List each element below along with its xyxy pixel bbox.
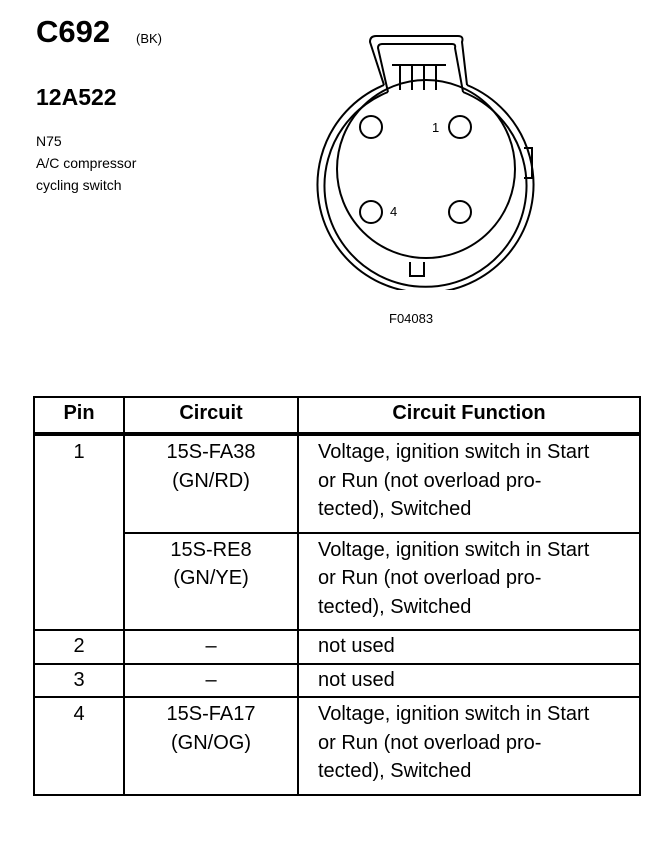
component-description xyxy=(36,130,136,196)
color-code: (BK) xyxy=(136,31,162,46)
pin-cell: 1 xyxy=(34,434,124,630)
table-row xyxy=(34,664,640,698)
pin-cavity xyxy=(449,201,471,223)
circuit-id: 15S-FA38 xyxy=(166,441,256,463)
pin-cell: 2 xyxy=(34,630,124,664)
column-header-pin: Pin xyxy=(34,397,124,434)
circuit-id: 15S-RE8 xyxy=(170,538,252,561)
table-header-row xyxy=(34,397,640,434)
wire-color: (GN/YE) xyxy=(173,567,249,589)
description-line: cycling switch xyxy=(36,177,122,193)
wire-color: (GN/RD) xyxy=(172,469,250,492)
function-cell xyxy=(298,697,640,795)
table-row xyxy=(34,434,640,533)
table-row xyxy=(34,533,640,631)
column-header-circuit: Circuit xyxy=(124,397,298,434)
circuit-id: 15S-FA17 xyxy=(166,703,256,725)
function-cell: not used xyxy=(298,630,640,664)
function-line: tected), Switched xyxy=(318,760,472,782)
connector-housing-outer xyxy=(318,85,534,290)
function-line: Voltage, ignition switch in Start xyxy=(318,703,590,725)
column-header-function: Circuit Function xyxy=(298,397,640,434)
pin-cavity xyxy=(360,116,382,138)
function-line: Voltage, ignition switch in Start xyxy=(318,441,590,463)
function-cell: not used xyxy=(298,664,640,698)
function-line: tected), Switched xyxy=(318,498,472,520)
circuit-cell xyxy=(124,533,298,631)
circuit-cell: – xyxy=(124,630,298,664)
wire-color: (GN/OG) xyxy=(171,731,251,754)
circuit-cell xyxy=(124,697,298,795)
function-cell xyxy=(298,434,640,533)
function-cell xyxy=(298,533,640,631)
table-row xyxy=(34,630,640,664)
circuit-cell xyxy=(124,434,298,533)
pin-cell: 4 xyxy=(34,697,124,795)
description-line: N75 xyxy=(36,133,62,149)
circuit-cell: – xyxy=(124,664,298,698)
connector-face xyxy=(337,80,515,258)
connector-face-diagram xyxy=(300,30,560,290)
pin-cavity xyxy=(360,201,382,223)
connector-key-bottom xyxy=(410,262,424,276)
table-row xyxy=(34,697,640,795)
pin-table xyxy=(33,396,641,796)
function-line: tected), Switched xyxy=(318,595,472,618)
function-line: Voltage, ignition switch in Start xyxy=(318,538,590,561)
function-line: or Run (not overload pro- xyxy=(318,567,542,589)
part-number: 12A522 xyxy=(36,84,117,110)
pin-cavity xyxy=(449,116,471,138)
pin-cell: 3 xyxy=(34,664,124,698)
pin-label: 4 xyxy=(390,204,398,219)
connector-id: C692 xyxy=(36,14,111,49)
pin-label: 1 xyxy=(432,120,440,135)
function-line: or Run (not overload pro- xyxy=(318,731,542,754)
description-line: A/C compressor xyxy=(36,155,137,171)
figure-id: F04083 xyxy=(389,311,434,326)
function-line: or Run (not overload pro- xyxy=(318,469,542,492)
